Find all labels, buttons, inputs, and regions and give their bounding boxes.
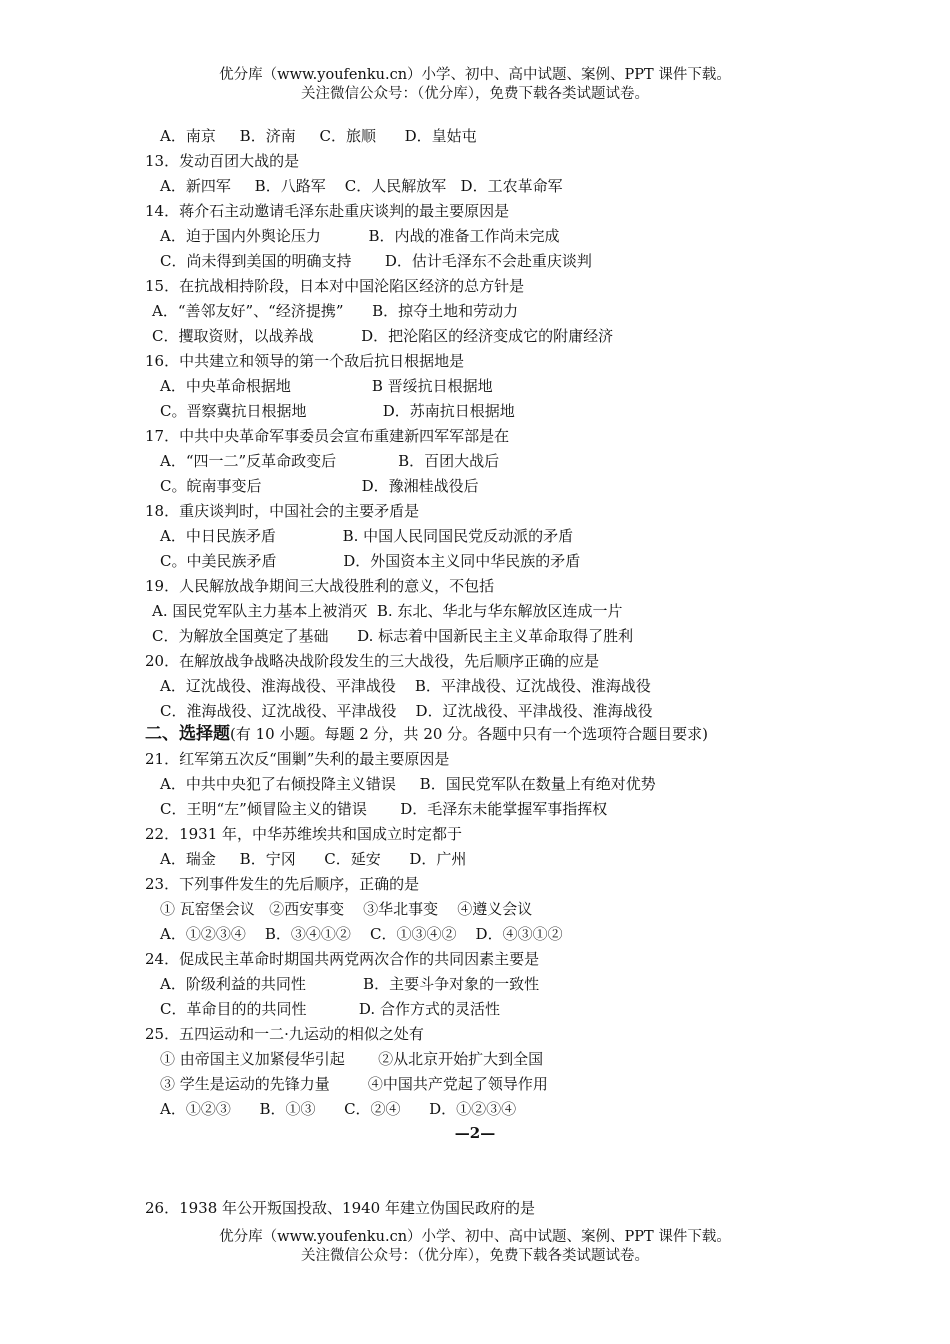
q18-options-cd: C。中美民族矛盾 D．外国资本主义同中华民族的矛盾 xyxy=(160,552,581,570)
q24-options-ab: A．阶级利益的共同性 B．主要斗争对象的一致性 xyxy=(160,975,540,993)
q23-events: ① 瓦窑堡会议 ②西安事变 ③华北事变 ④遵义会议 xyxy=(160,900,533,918)
q19-options-ab: A. 国民党军队主力基本上被消灭 B. 东北、华北与华东解放区连成一片 xyxy=(152,602,623,620)
q25-options: A．①②③ B．①③ C．②④ D．①②③④ xyxy=(160,1100,517,1118)
q20-stem: 20．在解放战争战略决战阶段发生的三大战役，先后顺序正确的应是 xyxy=(145,652,600,670)
q15-stem: 15．在抗战相持阶段，日本对中国沦陷区经济的总方针是 xyxy=(145,277,525,295)
q13-stem: 13．发动百团大战的是 xyxy=(145,152,300,170)
q15-options-ab: A．“善邻友好”、“经济提携” B．掠夺土地和劳动力 xyxy=(152,302,519,320)
q18-options-ab: A．中日民族矛盾 B. 中国人民同国民党反动派的矛盾 xyxy=(160,527,574,545)
q25-items-12: ① 由帝国主义加紧侵华引起 ②从北京开始扩大到全国 xyxy=(160,1050,544,1068)
q21-options-ab: A．中共中央犯了右倾投降主义错误 B．国民党军队在数量上有绝对优势 xyxy=(160,775,656,793)
q26-stem: 26．1938 年公开叛国投敌、1940 年建立伪国民政府的是 xyxy=(145,1199,535,1217)
header-line-1: 优分库（www.youfenku.cn）小学、初中、高中试题、案例、PPT 课件下载。 xyxy=(219,67,731,83)
page-footer xyxy=(0,1228,950,1266)
q16-stem: 16．中共建立和领导的第一个敌后抗日根据地是 xyxy=(145,352,465,370)
q19-stem: 19．人民解放战争期间三大战役胜利的意义，不包括 xyxy=(145,577,495,595)
q14-stem: 14．蒋介石主动邀请毛泽东赴重庆谈判的最主要原因是 xyxy=(145,202,510,220)
q24-stem: 24．促成民主革命时期国共两党两次合作的共同因素主要是 xyxy=(145,950,540,968)
q17-options-ab: A．“四一二”反革命政变后 B．百团大战后 xyxy=(160,452,500,470)
q23-options: A．①②③④ B．③④①② C．①③④② D．④③①② xyxy=(160,925,563,943)
q16-options-cd: C。晋察冀抗日根据地 D．苏南抗日根据地 xyxy=(160,402,515,420)
page-number: —2— xyxy=(454,1124,496,1142)
header-line-2: 关注微信公众号：（优分库），免费下载各类试题试卷。 xyxy=(301,86,649,102)
footer-line-1: 优分库（www.youfenku.cn）小学、初中、高中试题、案例、PPT 课件下载。 xyxy=(219,1229,731,1245)
q17-stem: 17．中共中央革命军事委员会宣布重建新四军军部是在 xyxy=(145,427,510,445)
q25-items-34: ③ 学生是运动的先锋力量 ④中国共产党起了领导作用 xyxy=(160,1075,548,1093)
q23-stem: 23．下列事件发生的先后顺序，正确的是 xyxy=(145,875,420,893)
q24-options-cd: C．革命目的的共同性 D. 合作方式的灵活性 xyxy=(160,1000,500,1018)
q18-stem: 18．重庆谈判时，中国社会的主要矛盾是 xyxy=(145,502,420,520)
q21-stem: 21．红军第五次反“围剿”失利的最主要原因是 xyxy=(145,750,450,768)
q19-options-cd: C．为解放全国奠定了基础 D. 标志着中国新民主主义革命取得了胜利 xyxy=(152,627,634,645)
q25-stem: 25．五四运动和一二·九运动的相似之处有 xyxy=(145,1025,424,1043)
q20-options-cd: C．淮海战役、辽沈战役、平津战役 D．辽沈战役、平津战役、淮海战役 xyxy=(160,702,653,720)
q22-options: A．瑞金 B．宁冈 C．延安 D．广州 xyxy=(160,850,467,868)
section-2-title: 二、选择题 xyxy=(145,724,230,744)
q21-options-cd: C．王明“左”倾冒险主义的错误 D．毛泽东未能掌握军事指挥权 xyxy=(160,800,608,818)
q16-options-ab: A．中央革命根据地 B 晋绥抗日根据地 xyxy=(160,377,493,395)
q14-options-cd: C．尚未得到美国的明确支持 D．估计毛泽东不会赴重庆谈判 xyxy=(160,252,592,270)
q12-options: A．南京 B．济南 C．旅顺 D．皇姑屯 xyxy=(160,127,477,145)
footer-line-2: 关注微信公众号：（优分库），免费下载各类试题试卷。 xyxy=(301,1248,649,1264)
q22-stem: 22．1931 年，中华苏维埃共和国成立时定都于 xyxy=(145,825,463,843)
q15-options-cd: C．攫取资财，以战养战 D．把沦陷区的经济变成它的附庸经济 xyxy=(152,327,614,345)
q20-options-ab: A．辽沈战役、淮海战役、平津战役 B．平津战役、辽沈战役、淮海战役 xyxy=(160,677,651,695)
q17-options-cd: C。皖南事变后 D．豫湘桂战役后 xyxy=(160,477,479,495)
q14-options-ab: A．迫于国内外舆论压力 B．内战的准备工作尚未完成 xyxy=(160,227,560,245)
page-header xyxy=(0,66,950,104)
section-2-desc: (有 10 小题。每题 2 分，共 20 分。各题中只有一个选项符合题目要求) xyxy=(230,725,709,743)
section-2-heading xyxy=(145,724,708,744)
q13-options: A．新四军 B．八路军 C．人民解放军 D．工农革命军 xyxy=(160,177,563,195)
